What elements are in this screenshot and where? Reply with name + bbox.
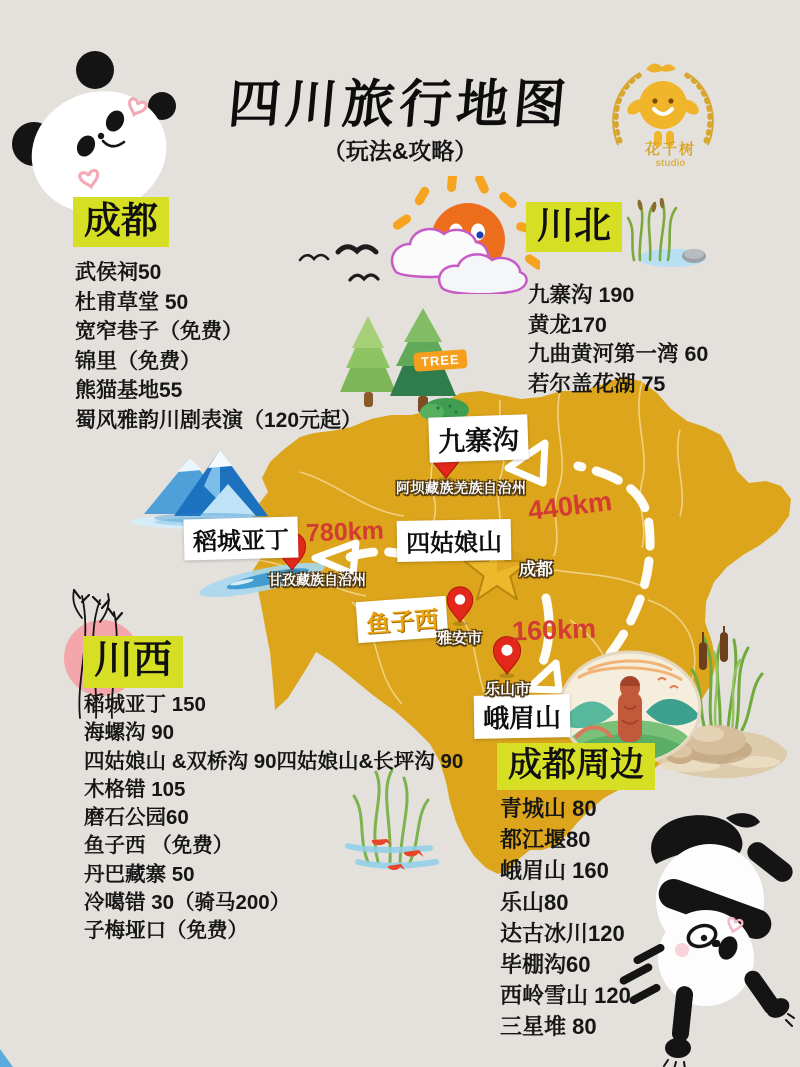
page-title: 四川旅行地图 (225, 76, 574, 134)
list-item: 鱼子西 （免费） (84, 834, 234, 858)
list-item: 丹巴藏寨 50 (84, 862, 195, 886)
sun-cloud-illustration (388, 176, 540, 294)
list-item: 九曲黄河第一湾 60 (528, 342, 709, 366)
map-city-leshan: 乐山市 (485, 681, 531, 698)
list-item: 杜甫草堂 50 (75, 290, 189, 314)
attraction-list-chengdu (75, 256, 362, 433)
page-subtitle: （玩法&攻略） (322, 138, 478, 164)
list-item: 若尔盖花湖 75 (528, 371, 666, 396)
attraction-list-zhoubian (500, 792, 631, 1042)
tree-badge: TREE (413, 349, 467, 372)
map-label-daocheng-yading: 稻城亚丁 (183, 517, 298, 561)
map-city-ganzi-prefecture: 甘孜藏族自治州 (268, 572, 366, 588)
list-item: 稻城亚丁 150 (84, 693, 206, 716)
list-item: 磨石公园60 (84, 806, 189, 830)
list-item: 黄龙170 (528, 312, 607, 337)
section-header-zhoubian: 成都周边 (497, 743, 655, 790)
distance-label-160km: 160km (511, 613, 597, 647)
studio-logo-subtitle: studio (655, 158, 686, 169)
distance-label-780km: 780km (305, 516, 385, 548)
map-label-emeishan: 峨眉山 (474, 694, 571, 739)
list-item: 青城山 80 (500, 796, 597, 821)
map-city-aba-prefecture: 阿坝藏族羌族自治州 (396, 480, 527, 496)
list-item: 木格错 105 (84, 777, 186, 801)
map-city-yaan: 雅安市 (437, 630, 483, 647)
attraction-list-chuanxi (84, 687, 463, 942)
list-item: 峨眉山 160 (500, 858, 609, 884)
map-label-jiuzhaigou: 九寨沟 (428, 414, 529, 462)
section-header-chengdu: 成都 (73, 197, 169, 247)
panda-illustration-bottom-right (626, 808, 800, 1067)
list-item: 海螺沟 90 (84, 721, 174, 745)
map-label-yuzixi: 鱼子西 (356, 596, 449, 643)
list-item: 西岭雪山 120 (500, 983, 631, 1009)
list-item: 毕棚沟60 (500, 951, 591, 977)
list-item: 熊猫基地55 (75, 379, 183, 402)
list-item: 九寨沟 190 (528, 283, 635, 307)
reeds-pond-illustration (610, 198, 712, 270)
list-item: 冷噶错 30（骑马200） (84, 891, 291, 915)
distance-label-440km: 440km (526, 485, 614, 527)
attraction-list-chuanbei (528, 278, 708, 396)
list-item: 锦里（免费） (75, 349, 201, 373)
list-item: 宽窄巷子（免费） (75, 320, 243, 343)
list-item: 子梅垭口（免费） (84, 919, 248, 943)
studio-logo-name: 花千树 (644, 141, 696, 158)
list-item: 武侯祠50 (75, 261, 162, 284)
list-item: 都江堰80 (500, 827, 591, 853)
list-item: 三星堆 80 (500, 1014, 597, 1040)
map-city-chengdu: 成都 (519, 560, 553, 579)
list-item: 四姑娘山 &双桥沟 90四姑娘山&长坪沟 90 (84, 749, 464, 773)
section-header-chuanxi: 川西 (83, 636, 183, 688)
list-item: 蜀风雅韵川剧表演（120元起） (75, 408, 363, 432)
section-header-chuanbei: 川北 (526, 202, 622, 252)
list-item: 达古冰川120 (500, 920, 625, 946)
map-label-siguniangshan: 四姑娘山 (397, 519, 512, 562)
list-item: 乐山80 (500, 889, 569, 915)
